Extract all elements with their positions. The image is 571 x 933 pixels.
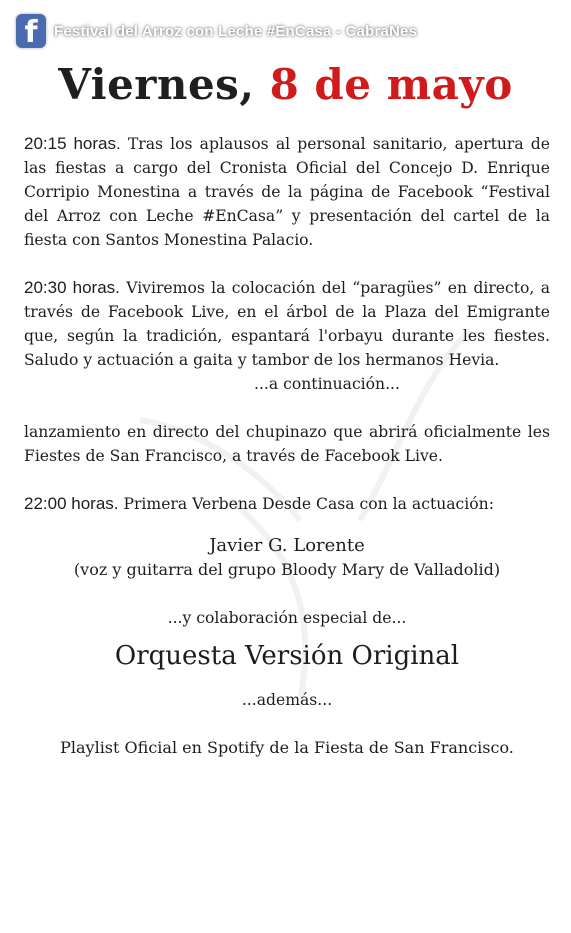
facebook-header [16,12,417,50]
title-day: Viernes, [58,60,255,109]
artist-name: Javier G. Lorente [209,535,365,556]
ademas-note: ...además... [241,691,333,709]
event-time: 20:15 horas. [24,134,121,153]
event-time: 20:30 horas. [24,278,120,297]
playlist-note: Playlist Oficial en Spotify de la Fiesta de San Francisco. [60,738,514,757]
continuation-note: ...a continuación... [254,375,400,393]
event-2200 [24,492,550,516]
chupinazo-text: lanzamiento en directo del chupinazo que abrirá oficialmente les Fiestes de San Francisco, a través de Facebook Live. [24,423,550,465]
collab-note: ...y colaboración especial de... [167,609,407,627]
page-source-title: Festival del Arroz con Leche #EnCasa - CabraNes [54,22,418,40]
page-title [0,60,571,109]
event-text: Primera Verbena Desde Casa con la actuación: [123,495,494,513]
orquesta-name: Orquesta Versión Original [114,641,460,671]
artist-note: (voz y guitarra del grupo Bloody Mary de Valladolid) [73,560,501,579]
event-text: Tras los aplausos al personal sanitario, apertura de las fiestas a cargo del Cronista Oficial del Concejo D. Enrique Corripio Monestina a través de la página de Facebook “Festival del Arroz con Leche #EnCasa” y presentación del cartel de la fiesta con Santos Monestina Palacio. [24,135,550,249]
event-2030 [24,276,550,372]
title-date: 8 de mayo [269,60,513,109]
event-time: 22:00 horas. [24,494,119,513]
program-content [24,132,550,760]
facebook-icon[interactable]: f [16,14,46,48]
event-text: Viviremos la colocación del “paragües” en directo, a través de Facebook Live, en el árbol de la Plaza del Emigrante que, según la tradición, espantará l'orbayu durante les fiestes. Saludo y actuación a gaita y tambor de los hermanos Hevia. [24,279,550,369]
event-2015 [24,132,550,252]
